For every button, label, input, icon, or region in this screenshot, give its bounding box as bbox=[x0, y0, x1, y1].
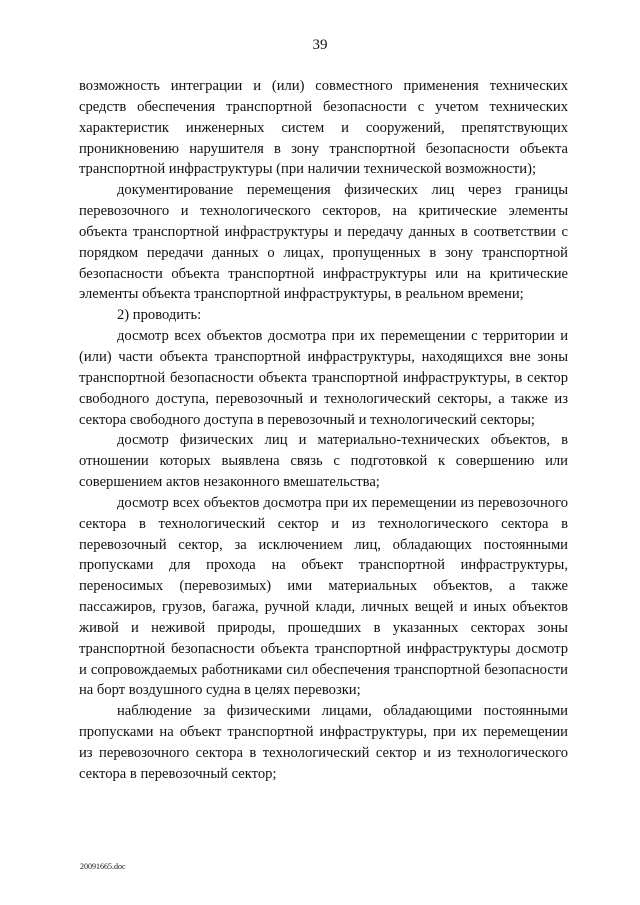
paragraph-documenting-movement: документирование перемещения физических лиц через границы перевозочного и технологического секторов, на критические элементы объекта транспортной инфраструктуры и передачу данных в соответствии с порядком передачи данных о лицах, пропущенных в зону транспортной безопасности объекта транспортной инфраструктуры или на критические элементы объекта транспортной инфраструктуры, в реальном времени; bbox=[79, 182, 568, 303]
paragraph-integration-continued: возможность интеграции и (или) совместного применения технических средств обеспечения транспортной безопасности с учетом технических характеристик инженерных систем и сооружений, препятствующих проникновению нарушителя в зону транспортной безопасности объекта транспортной инфраструктуры (при наличии технической возможности); bbox=[79, 78, 568, 178]
paragraph-inspection-suspected: досмотр физических лиц и материально-технических объектов, в отношении которых выявлена связь с подготовкой к совершению или совершением актов незаконного вмешательства; bbox=[79, 432, 568, 491]
paragraph-inspection-between-sectors: досмотр всех объектов досмотра при их перемещении из перевозочного сектора в технологический сектор и из технологического сектора в перевозочный сектор, за исключением лиц, обладающих постоянными пропусками для прохода на объект транспортной инфраструктуры, переносимых (перевозимых) ими материальных объектов, а также пассажиров, грузов, багажа, ручной клади, личных вещей и иных объектов живой и неживой природы, прошедших в указанных секторах зоны транспортной безопасности объекта транспортной инфраструктуры досмотр и сопровождаемых работниками сил обеспечения транспортной безопасности на борт воздушного судна в целях перевозки; bbox=[79, 494, 568, 699]
paragraph-observation: наблюдение за физическими лицами, обладающими постоянными пропусками на объект транспортной инфраструктуры, при их перемещении из перевозочного сектора в технологический сектор и из технологического сектора в перевозочный сектор; bbox=[79, 703, 568, 782]
document-body bbox=[79, 76, 568, 785]
paragraph-item-2-heading: 2) проводить: bbox=[117, 307, 202, 324]
footer-filename: 20091665.doc bbox=[80, 862, 126, 871]
paragraph-inspection-all-objects: досмотр всех объектов досмотра при их перемещении с территории и (или) части объекта транспортной инфраструктуры, находящихся вне зоны транспортной безопасности объекта транспортной инфраструктуры, в сектор свободного доступа, перевозочный и технологический секторы, а также из сектора свободного доступа в перевозочный и технологический секторы; bbox=[79, 328, 568, 428]
page-number: 39 bbox=[312, 37, 328, 53]
